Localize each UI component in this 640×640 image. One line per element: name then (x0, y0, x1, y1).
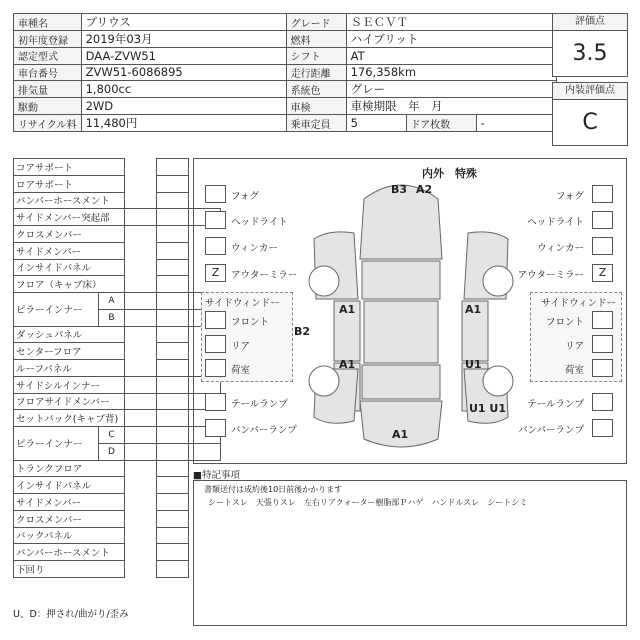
part-cell-left (125, 510, 157, 527)
part-name: センターフロア (14, 343, 125, 360)
part-cell-left (125, 242, 157, 259)
pillar-sub-label: B (99, 309, 125, 326)
parts-row (14, 510, 221, 527)
left-rear-window-check (205, 335, 226, 353)
car-diagram (193, 158, 627, 464)
spec-last-k2: 乗車定員 (286, 115, 346, 132)
grade-box (552, 13, 628, 77)
part-cell-left (125, 276, 157, 293)
part-cell (157, 159, 189, 176)
left-winker-check (205, 237, 226, 255)
spec-row (14, 64, 557, 81)
left-headlight-label: ヘッドライト (231, 217, 288, 228)
part-cell (157, 209, 189, 226)
mark-left-front: A1 (339, 303, 356, 316)
part-cell-left (125, 494, 157, 511)
part-cell (157, 393, 189, 410)
part-name: サイドメンバー (14, 242, 125, 259)
spec-last-k1: リサイクル料 (14, 115, 82, 132)
left-cargo-window-label: 荷室 (231, 365, 251, 376)
part-name: クロスメンバー (14, 510, 125, 527)
part-cell (157, 443, 189, 460)
parts-row (14, 192, 221, 209)
part-cell (157, 326, 189, 343)
damage-legend: U、D：押され/曲がり/歪み (13, 609, 129, 620)
spec-row (14, 48, 557, 65)
parts-row (14, 393, 221, 410)
left-front-wheel (309, 266, 339, 296)
parts-row (14, 460, 221, 477)
part-name: ルーフパネル (14, 360, 125, 377)
mark-right-front: A1 (465, 303, 482, 316)
part-name: コアサポート (14, 159, 125, 176)
part-cell-left (125, 343, 157, 360)
pillar-sub-label: C (99, 427, 125, 444)
part-cell-left (125, 477, 157, 494)
mark-right-rear: U1 (465, 358, 482, 371)
pillar-label: ピラーインナー (14, 427, 99, 461)
spec-last-v2: 5 (346, 115, 406, 132)
spec-k2: 燃料 (286, 31, 346, 48)
mark-left-rear: A1 (339, 358, 356, 371)
spec-v2: AT (346, 48, 556, 65)
spec-k2: グレード (286, 14, 346, 31)
right-side-window-label: サイドウィンドー (541, 298, 616, 309)
pillar-sub-label: D (99, 443, 125, 460)
left-rear-window-label: リア (231, 341, 251, 352)
parts-row (14, 209, 221, 226)
left-cargo-window-check (205, 359, 226, 377)
right-rear-wheel (483, 366, 513, 396)
interior-grade-box (552, 82, 628, 146)
car-roof (364, 301, 438, 363)
parts-row (14, 410, 221, 427)
spec-v2: 176,358km (346, 64, 556, 81)
spec-v1: DAA-ZVW51 (81, 48, 286, 65)
right-winker-label: ウィンカー (537, 243, 584, 254)
left-bumper-lamp-label: バンパーランプ (231, 425, 297, 436)
pillar-sub-label: A (99, 293, 125, 310)
spec-row (14, 98, 557, 115)
part-cell (157, 242, 189, 259)
part-name: バンパーホースメント (14, 544, 125, 561)
part-name: フロア（キャブ床） (14, 276, 125, 293)
spec-row (14, 31, 557, 48)
part-cell-left (125, 360, 157, 377)
right-tail-label: テールランプ (527, 399, 584, 410)
part-cell (157, 276, 189, 293)
parts-row (14, 259, 221, 276)
part-name: クロスメンバー (14, 226, 125, 243)
part-cell (157, 427, 189, 444)
spec-row (14, 81, 557, 98)
part-cell-left (125, 192, 157, 209)
spec-row (14, 14, 557, 31)
part-cell-left (125, 326, 157, 343)
part-name: インサイドパネル (14, 259, 125, 276)
right-fog-label: フォグ (555, 191, 584, 202)
left-winker-label: ウィンカー (231, 243, 278, 254)
left-rear-wheel (309, 366, 339, 396)
spec-last-v3: - (476, 115, 556, 132)
car-windshield (362, 261, 440, 299)
parts-row (14, 527, 221, 544)
mark-front-b3: B3 (391, 183, 408, 196)
spec-k1: 車種名 (14, 14, 82, 31)
grade-value: 3.5 (572, 41, 608, 66)
right-mirror-check: Z (592, 264, 613, 282)
part-cell-left (125, 293, 157, 310)
part-cell-left (125, 527, 157, 544)
spec-k2: 系統色 (286, 81, 346, 98)
part-cell (157, 293, 189, 310)
parts-row (14, 477, 221, 494)
part-cell (157, 360, 189, 377)
left-fog-check (205, 185, 226, 203)
spec-v1: ZVW51-6086895 (81, 64, 286, 81)
spec-row (14, 115, 557, 132)
part-cell (157, 477, 189, 494)
part-cell (157, 510, 189, 527)
notes-box (193, 480, 627, 626)
spec-k1: 認定型式 (14, 48, 82, 65)
car-rear-window (362, 365, 440, 399)
parts-row (14, 159, 221, 176)
spec-last-k3: ドア枚数 (406, 115, 476, 132)
parts-row (14, 326, 221, 343)
parts-row (14, 343, 221, 360)
spec-v1: プリウス (81, 14, 286, 31)
part-cell-left (125, 561, 157, 578)
car-hood (360, 185, 442, 259)
right-front-window-label: フロント (545, 317, 584, 328)
parts-row (14, 293, 221, 310)
parts-row (14, 376, 221, 393)
part-cell (157, 410, 189, 427)
part-name: 下回り (14, 561, 125, 578)
spec-k1: 初年度登録 (14, 31, 82, 48)
right-headlight-check (592, 211, 613, 229)
interior-grade-label: 内装評価点 (553, 83, 627, 100)
part-cell (157, 226, 189, 243)
part-cell-left (125, 159, 157, 176)
left-front-window-label: フロント (231, 317, 270, 328)
parts-row (14, 427, 221, 444)
left-fog-label: フォグ (231, 191, 260, 202)
right-bumper-lamp-label: バンパーランプ (518, 425, 584, 436)
diagram-title: 内外 特殊 (422, 167, 477, 180)
spec-k1: 排気量 (14, 81, 82, 98)
parts-row (14, 226, 221, 243)
part-cell-left (125, 175, 157, 192)
mark-right-quarter: U1 U1 (469, 402, 507, 415)
right-cargo-window-label: 荷室 (564, 365, 584, 376)
part-cell-left (125, 460, 157, 477)
parts-row (14, 544, 221, 561)
spec-k1: 車台番号 (14, 64, 82, 81)
notes-line-2: シートスレ 天張りスレ 左右リアクォーター樹脂部Ｐハゲ ハンドルスレ シートシミ (208, 498, 528, 507)
part-cell-left (125, 209, 157, 226)
part-cell-left (125, 544, 157, 561)
right-cargo-window-check (592, 359, 613, 377)
spec-k2: 走行距離 (286, 64, 346, 81)
grade-label: 評価点 (553, 14, 627, 31)
part-cell (157, 376, 189, 393)
parts-row (14, 360, 221, 377)
right-mirror-label: アウターミラー (517, 270, 584, 281)
part-name: インサイドパネル (14, 477, 125, 494)
part-cell (157, 192, 189, 209)
part-cell-left (125, 393, 157, 410)
spec-v1: 2019年03月 (81, 31, 286, 48)
part-name: サイドシルインナー (14, 376, 125, 393)
part-cell (157, 259, 189, 276)
left-tail-check (205, 393, 226, 411)
right-winker-check (592, 237, 613, 255)
parts-row (14, 561, 221, 578)
mark-front-a2: A2 (416, 183, 433, 196)
part-cell-left (125, 309, 157, 326)
right-front-window-check (592, 311, 613, 329)
part-cell (157, 343, 189, 360)
right-rear-window-label: リア (564, 341, 584, 352)
part-name: ダッシュパネル (14, 326, 125, 343)
left-side-window-label: サイドウィンドー (205, 298, 280, 309)
part-cell-left (125, 410, 157, 427)
parts-row (14, 276, 221, 293)
right-tail-check (592, 393, 613, 411)
part-cell (157, 309, 189, 326)
spec-table (13, 13, 557, 132)
parts-row (14, 175, 221, 192)
part-cell (157, 561, 189, 578)
right-rear-window-check (592, 335, 613, 353)
spec-v1: 2WD (81, 98, 286, 115)
parts-row (14, 494, 221, 511)
part-cell (157, 175, 189, 192)
part-name: ロアサポート (14, 175, 125, 192)
part-cell-left (125, 427, 157, 444)
left-front-window-check (205, 311, 226, 329)
spec-v1: 1,800cc (81, 81, 286, 98)
spec-k2: 車検 (286, 98, 346, 115)
pillar-label: ピラーインナー (14, 293, 99, 327)
parts-row (14, 242, 221, 259)
part-name: トランクフロア (14, 460, 125, 477)
spec-v2: ハイブリット (346, 31, 556, 48)
part-cell-left (125, 259, 157, 276)
spec-v2: ＳＥＣＶＴ (346, 14, 556, 31)
part-name: サイドメンバー (14, 494, 125, 511)
part-cell-left (125, 376, 157, 393)
left-mirror-label: アウターミラー (231, 270, 298, 281)
mark-rear: A1 (392, 428, 409, 441)
part-cell-left (125, 443, 157, 460)
spec-v2: グレー (346, 81, 556, 98)
left-tail-label: テールランプ (231, 399, 288, 410)
interior-grade-value: C (582, 110, 598, 135)
left-bumper-lamp-check (205, 419, 226, 437)
spec-k2: シフト (286, 48, 346, 65)
spec-v2: 車検期限 年 月 (346, 98, 556, 115)
spec-k1: 駆動 (14, 98, 82, 115)
part-name: セットバック(キャブ背) (14, 410, 125, 427)
right-bumper-lamp-check (592, 419, 613, 437)
notes-line-1: 書類送付は成約後10日前後かかります (204, 485, 343, 494)
left-mirror-check: Z (205, 264, 226, 282)
part-name: バックパネル (14, 527, 125, 544)
mark-left-pillar: B2 (294, 325, 311, 338)
part-cell (157, 527, 189, 544)
part-cell (157, 494, 189, 511)
part-cell (157, 544, 189, 561)
part-name: サイドメンバー突起部 (14, 209, 125, 226)
part-name: フロアサイドメンバー (14, 393, 125, 410)
left-headlight-check (205, 211, 226, 229)
notes-heading: ■特記事項 (193, 470, 240, 481)
parts-table (13, 158, 221, 578)
part-cell (157, 460, 189, 477)
right-front-wheel (483, 266, 513, 296)
spec-last-v1: 11,480円 (81, 115, 286, 132)
right-fog-check (592, 185, 613, 203)
right-headlight-label: ヘッドライト (527, 217, 584, 228)
part-name: バンパーホースメント (14, 192, 125, 209)
part-cell-left (125, 226, 157, 243)
